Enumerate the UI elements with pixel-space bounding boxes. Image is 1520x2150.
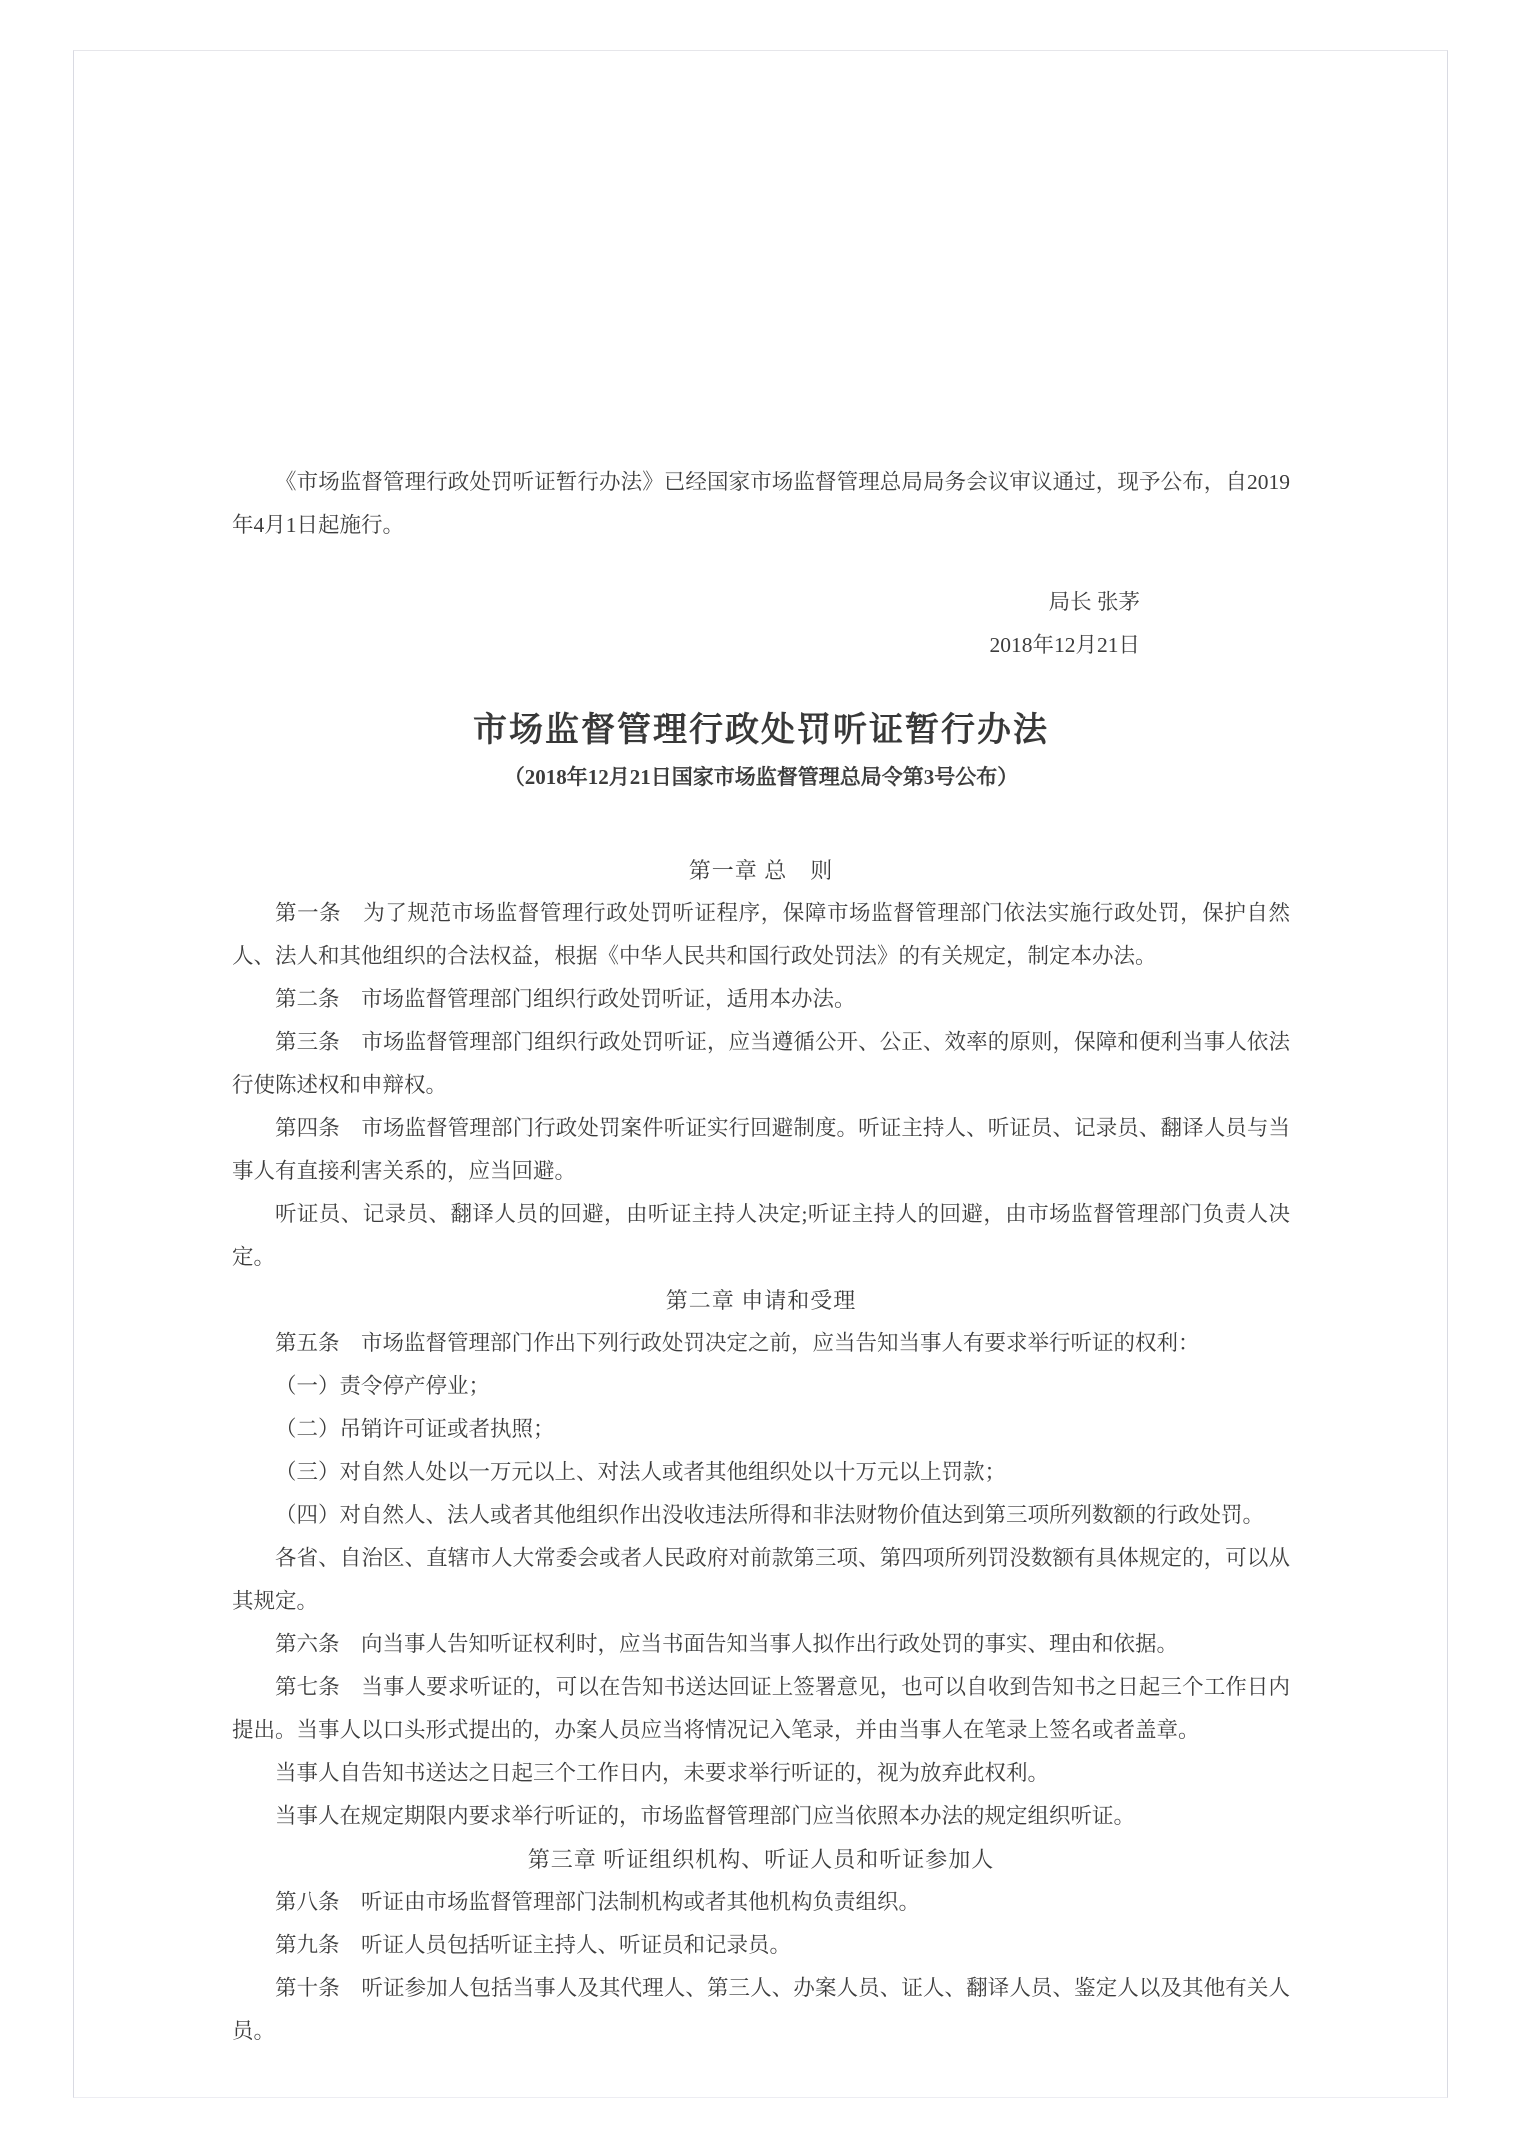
- signer-name: 局长 张茅: [1048, 590, 1140, 614]
- chapter-2-heading: 第二章 申请和受理: [665, 1288, 857, 1313]
- article-5-item-2: （二）吊销许可证或者执照；: [275, 1417, 555, 1441]
- chapter-3-heading: 第三章 听证组织机构、听证人员和听证参加人: [527, 1847, 995, 1872]
- article-5-item-1: （一）责令停产停业；: [275, 1374, 491, 1398]
- signature-date: 2018年12月21日: [989, 633, 1140, 657]
- article-5-item-3: （三）对自然人处以一万元以上、对法人或者其他组织处以十万元以上罚款；: [275, 1460, 1007, 1484]
- article-10: 第十条 听证参加人包括当事人及其代理人、第三人、办案人员、证人、翻译人员、鉴定人以及其他有关人员。: [232, 1976, 1290, 2043]
- article-7: 第七条 当事人要求听证的，可以在告知书送达回证上签署意见，也可以自收到告知书之日起三个工作日内提出。当事人以口头形式提出的，办案人员应当将情况记入笔录，并由当事人在笔录上签名或者盖章。: [232, 1675, 1290, 1742]
- article-4-continuation: 听证员、记录员、翻译人员的回避，由听证主持人决定;听证主持人的回避，由市场监督管理部门负责人决定。: [232, 1202, 1290, 1269]
- article-9: 第九条 听证人员包括听证主持人、听证员和记录员。: [275, 1933, 792, 1957]
- article-5-item-4: （四）对自然人、法人或者其他组织作出没收违法所得和非法财物价值达到第三项所列数额的行政处罚。: [275, 1503, 1265, 1527]
- document-subtitle: （2018年12月21日国家市场监督管理总局令第3号公布）: [503, 765, 1019, 789]
- article-8: 第八条 听证由市场监督管理部门法制机构或者其他机构负责组织。: [275, 1890, 921, 1914]
- article-6: 第六条 向当事人告知听证权利时，应当书面告知当事人拟作出行政处罚的事实、理由和依据。: [275, 1632, 1179, 1656]
- article-7-continuation-2: 当事人在规定期限内要求举行听证的，市场监督管理部门应当依照本办法的规定组织听证。: [275, 1804, 1136, 1828]
- chapter-1-heading: 第一章 总 则: [688, 858, 834, 883]
- article-4: 第四条 市场监督管理部门行政处罚案件听证实行回避制度。听证主持人、听证员、记录员、翻译人员与当事人有直接利害关系的，应当回避。: [232, 1116, 1290, 1183]
- article-1: 第一条 为了规范市场监督管理行政处罚听证程序，保障市场监督管理部门依法实施行政处罚，保护自然人、法人和其他组织的合法权益，根据《中华人民共和国行政处罚法》的有关规定，制定本办法。: [232, 901, 1290, 968]
- article-2: 第二条 市场监督管理部门组织行政处罚听证，适用本办法。: [275, 987, 856, 1011]
- document-page: [73, 50, 1448, 2098]
- article-3: 第三条 市场监督管理部门组织行政处罚听证，应当遵循公开、公正、效率的原则，保障和便利当事人依法行使陈述权和申辩权。: [232, 1030, 1290, 1097]
- signature-block: [232, 581, 1290, 667]
- article-5: 第五条 市场监督管理部门作出下列行政处罚决定之前，应当告知当事人有要求举行听证的权利：: [275, 1331, 1200, 1355]
- article-7-continuation-1: 当事人自告知书送达之日起三个工作日内，未要求举行听证的，视为放弃此权利。: [275, 1761, 1050, 1785]
- document-title: 市场监督管理行政处罚听证暂行办法: [473, 712, 1049, 749]
- preamble-paragraph: 《市场监督管理行政处罚听证暂行办法》已经国家市场监督管理总局局务会议审议通过，现予公布，自2019年4月1日起施行。: [232, 470, 1290, 537]
- article-5-continuation: 各省、自治区、直辖市人大常委会或者人民政府对前款第三项、第四项所列罚没数额有具体规定的，可以从其规定。: [232, 1546, 1290, 1613]
